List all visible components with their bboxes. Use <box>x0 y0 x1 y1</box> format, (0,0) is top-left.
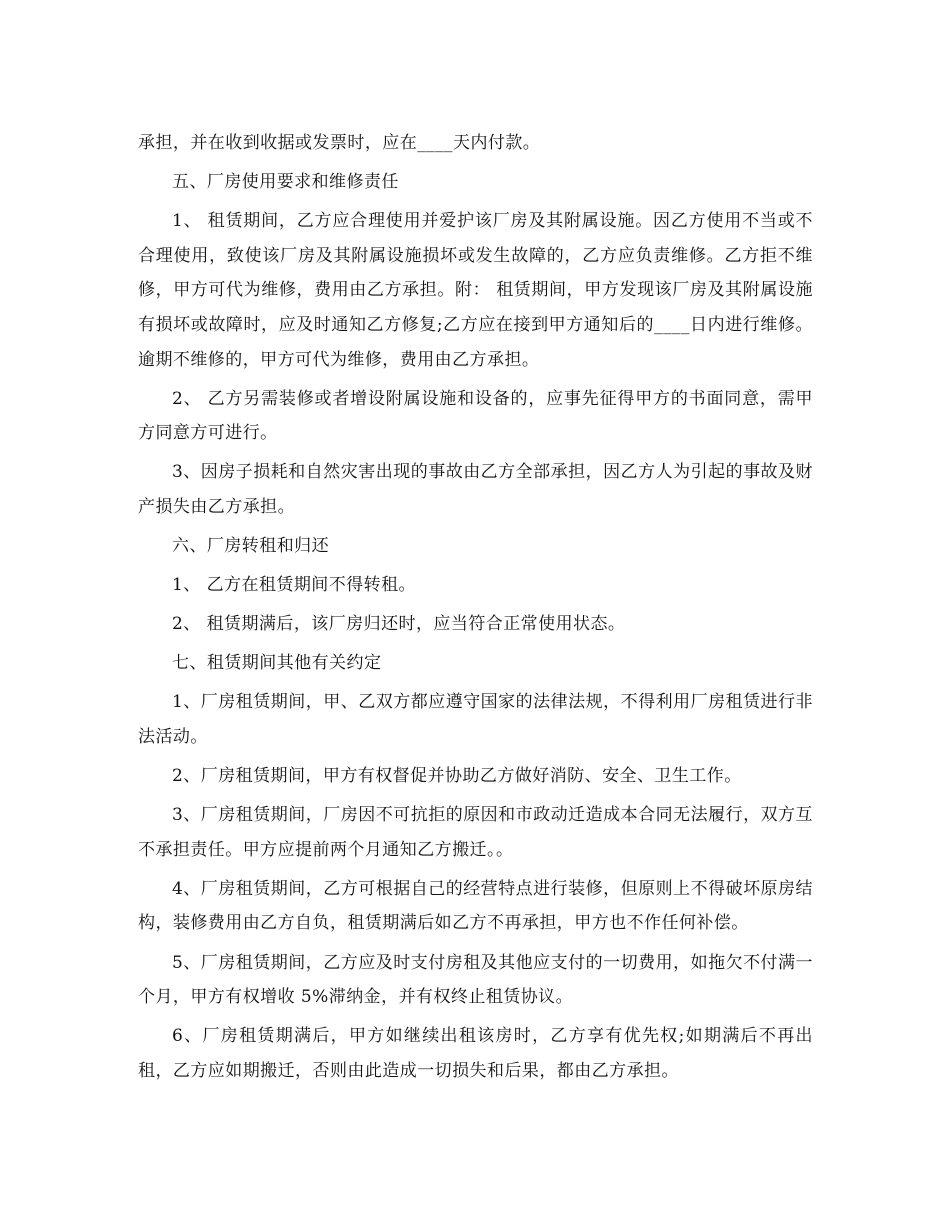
section-heading-usage-maintenance: 五、厂房使用要求和维修责任 <box>172 172 399 193</box>
paragraph-usage-clause-3: 3、因房子损耗和自然灾害出现的事故由乙方全部承担，因乙方人为引起的事故及财产损失由乙方承担。 <box>138 462 813 517</box>
paragraph-other-clause-4: 4、厂房租赁期间，乙方可根据自己的经营特点进行装修，但原则上不得破坏原房结构，装修费用由乙方自负，租赁期满后如乙方不再承担，甲方也不作任何补偿。 <box>138 878 813 934</box>
paragraph-other-clause-1: 1、厂房租赁期间，甲、乙双方都应遵守国家的法律法规，不得利用厂房租赁进行非法活动。 <box>138 692 813 747</box>
paragraph-sublease-clause-2: 2、 租赁期满后，该厂房归还时，应当符合正常使用状态。 <box>172 614 626 635</box>
paragraph-usage-clause-2: 2、 乙方另需装修或者增设附属设施和设备的，应事先征得甲方的书面同意，需甲方同意方可进行。 <box>138 388 813 444</box>
paragraph-other-clause-6: 6、厂房租赁期满后，甲方如继续出租该房时，乙方享有优先权;如期满后不再出租，乙方应如期搬迁，否则由此造成一切损失和后果，都由乙方承担。 <box>138 1026 813 1081</box>
section-heading-sublease-return: 六、厂房转租和归还 <box>172 536 330 557</box>
section-heading-other-agreements: 七、租赁期间其他有关约定 <box>172 653 382 674</box>
paragraph-sublease-clause-1: 1、 乙方在租赁期间不得转租。 <box>172 575 416 596</box>
paragraph-payment-term: 承担，并在收到收据或发票时，应在____天内付款。 <box>138 133 541 153</box>
paragraph-usage-clause-1: 1、 租赁期间，乙方应合理使用并爱护该厂房及其附属设施。因乙方使用不当或不合理使用，致使该厂房及其附属设施损坏或发生故障的，乙方应负责维修。乙方拒不维修，甲方可代为维修，费用由乙方承担。附： 租赁期间，甲方发现该厂房及其附属设施有损坏或故障时，应及时通知乙方修复;乙方应在接到甲方通知后的____日内进行维修。逾期不维修的，甲方可代为维修，费用由乙方承担。 <box>138 211 813 370</box>
paragraph-other-clause-3: 3、厂房租赁期间，厂房因不可抗拒的原因和市政动迁造成本合同无法履行，双方互不承担责任。甲方应提前两个月通知乙方搬迁。。 <box>138 805 813 860</box>
document-body <box>138 126 813 1093</box>
paragraph-other-clause-5: 5、厂房租赁期间，乙方应及时支付房租及其他应支付的一切费用，如拖欠不付满一个月，甲方有权增收 5%滞纳金，并有权终止租赁协议。 <box>138 952 813 1008</box>
paragraph-other-clause-2: 2、厂房租赁期间，甲方有权督促并协助乙方做好消防、安全、卫生工作。 <box>172 766 742 787</box>
